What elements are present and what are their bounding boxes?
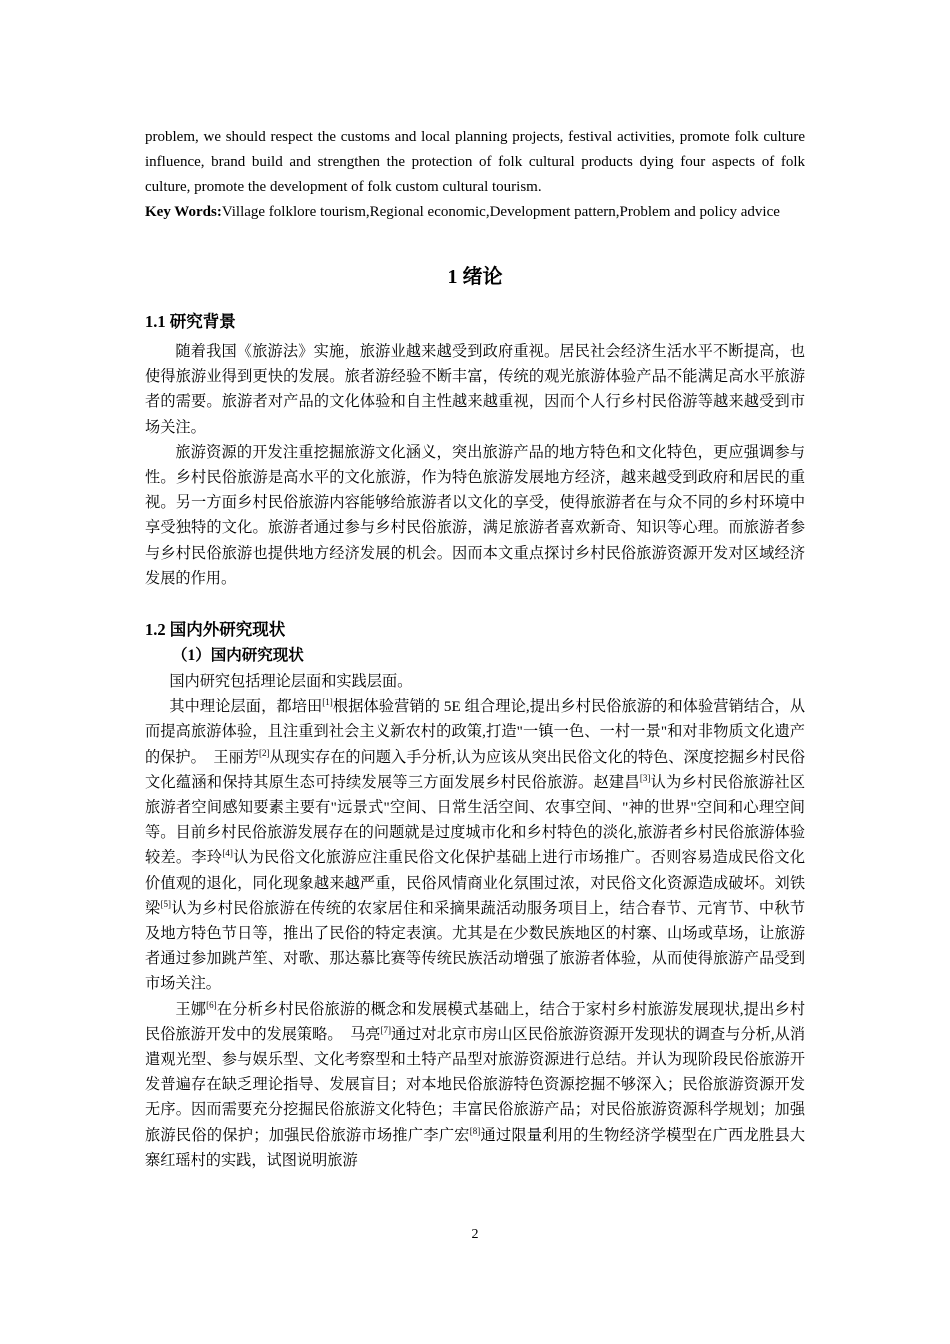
text-run: 其中理论层面，都培田 xyxy=(169,698,323,716)
text-run: 通过对北京市房山区民俗旅游资源开发现状的调查与分析,从消遣观光型、参与娱乐型、文化考察型和土特产品型对旅游资源进行总结。并认为现阶段民俗旅游开发普遍存在缺乏理论指导、发展盲目；对本地民俗旅游特色资源挖掘不够深入；民俗旅游资源开发无序。因而需要充分挖掘民俗旅游文化特色；丰富民俗旅游产品；对民俗旅游资源科学规划；加强旅游民俗的保护；加强民俗旅游市场推广李广宏 xyxy=(145,1025,806,1144)
section-1-2-title: 1.2 国内外研究现状 xyxy=(145,620,286,640)
text-run: 根据体验营销的 5E 组合理论,提出乡村民俗旅游的和体验营销结合，从而提高旅游体验，且注重到社会主义新农村的政策,打造"一镇一色、一村一景"和对非物质文化遗产的保护。 王丽芳 xyxy=(145,698,806,766)
citation-ref: [4] xyxy=(222,848,233,859)
citation-ref: [7] xyxy=(380,1024,391,1035)
text-run: 王娜 xyxy=(175,1000,207,1018)
keywords-text: Village folklore tourism,Regional economic,Development pattern,Problem and policy advice xyxy=(221,204,780,220)
citation-ref: [1] xyxy=(322,697,333,708)
citation-ref: [3] xyxy=(639,772,651,783)
strategy-paragraph xyxy=(145,997,805,1173)
chapter-title: 1 绪论 xyxy=(447,266,503,288)
text-run: 认为乡村民俗旅游在传统的农家居住和采摘果蔬活动服务项目上，结合春节、元宵节、中秋节及地方特色节日等，推出了民俗的特定表演。尤其是在少数民族地区的村寨、山场或草场，让旅游者通过参加跳芦笙、对歌、那达慕比赛等传统民族活动增强了旅游者体验，从而使得旅游产品受到市场关注。 xyxy=(145,899,806,993)
theory-paragraph xyxy=(145,694,805,996)
citation-ref: [5] xyxy=(160,898,171,909)
text-run: 认为乡村民俗旅游社区旅游者空间感知要素主要有"远景式"空间、日常生活空间、农事空间、"神的世界"空间和心理空间等。目前乡村民俗旅游发展存在的问题就是过度城市化和乡村特色的淡化,旅游者乡村民俗旅游体验较差。李玲 xyxy=(145,773,806,867)
section-1-1-paragraph-2: 旅游资源的开发注重挖掘旅游文化涵义，突出旅游产品的地方特色和文化特色，更应强调参与性。乡村民俗旅游是高水平的文化旅游，作为特色旅游发展地方经济，越来越受到政府和居民的重视。另一方面乡村民俗旅游内容能够给旅游者以文化的享受，使得旅游者在与众不同的乡村环境中享受独特的文化。旅游者通过参与乡村民俗旅游，满足旅游者喜欢新奇、知识等心理。而旅游者参与乡村民俗旅游也提供地方经济发展的机会。因而本文重点探讨乡村民俗旅游资源开发对区域经济发展的作用。 xyxy=(145,443,805,587)
keywords-label: Key Words: xyxy=(145,204,222,220)
citation-ref: [8] xyxy=(469,1125,481,1136)
domestic-intro-paragraph: 国内研究包括理论层面和实践层面。 xyxy=(169,673,413,691)
text-run: 从现实存在的问题入手分析,认为应该从突出民俗文化的特色、深度挖掘乡村民俗文化蕴涵和保持其原生态可持续发展等三方面发展乡村民俗旅游。赵建昌 xyxy=(145,748,806,791)
text-run: 通过限量利用的生物经济学模型在广西龙胜县大寨红瑶村的实践，试图说明旅游 xyxy=(145,1126,806,1169)
page-content xyxy=(145,125,805,1173)
subsection-domestic-title: （1）国内研究现状 xyxy=(172,647,304,665)
section-1-1-title: 1.1 研究背景 xyxy=(145,312,236,331)
text-run: 认为民俗文化旅游应注重民俗文化保护基础上进行市场推广。否则容易造成民俗文化价值观的退化，同化现象越来越严重，民俗风情商业化氛围过浓，对民俗文化资源造成破坏。刘铁梁 xyxy=(145,849,806,917)
english-abstract-tail: problem, we should respect the customs and local planning projects, festival activities, promote folk culture influence, brand build and strengthen the protection of folk cultural products dying four aspects of folk culture, promote the development of folk custom cultural tourism. xyxy=(145,129,805,195)
keywords-line xyxy=(145,200,805,225)
page-number: 2 xyxy=(471,1227,479,1242)
citation-ref: [2] xyxy=(258,747,270,758)
text-run: 在分析乡村民俗旅游的概念和发展模式基础上，结合于家村乡村旅游发展现状,提出乡村民俗旅游开发中的发展策略。 马亮 xyxy=(145,1000,806,1043)
citation-ref: [6] xyxy=(206,999,217,1010)
section-1-1-paragraph-1: 随着我国《旅游法》实施，旅游业越来越受到政府重视。居民社会经济生活水平不断提高，也使得旅游业得到更快的发展。旅者游经验不断丰富，传统的观光旅游体验产品不能满足高水平旅游者的需要。旅游者对产品的文化体验和自主性越来越重视，因而个人行乡村民俗游等越来越受到市场关注。 xyxy=(145,343,805,436)
